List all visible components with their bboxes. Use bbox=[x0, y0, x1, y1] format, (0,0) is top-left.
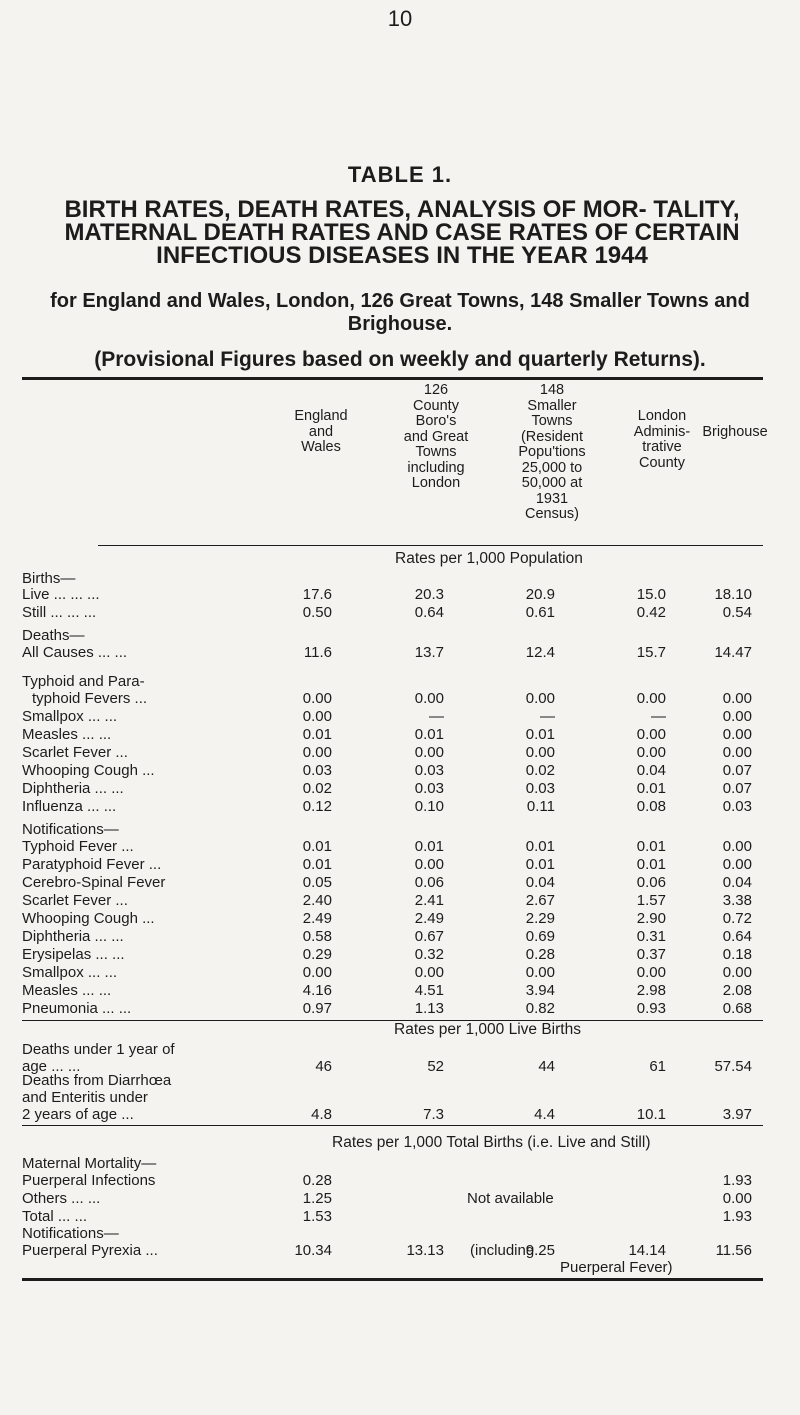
section-label-maternal-notifications: Notifications— bbox=[22, 1225, 119, 1242]
notification-row-value: 0.00 bbox=[722, 856, 752, 873]
infant-row-value: 4.8 bbox=[311, 1106, 332, 1123]
column-header-line: 1931 bbox=[535, 490, 569, 507]
death-row-value: 0.12 bbox=[302, 798, 332, 815]
birth-row-value: 20.3 bbox=[414, 586, 444, 603]
column-header-line: trative bbox=[642, 439, 682, 455]
notification-row-value: 0.28 bbox=[525, 946, 555, 963]
notification-row-value: 0.37 bbox=[636, 946, 666, 963]
death-row-value: 0.00 bbox=[525, 744, 555, 761]
notification-row-value: 2.49 bbox=[302, 910, 332, 927]
death-row-value: 11.6 bbox=[303, 644, 332, 661]
infant-row-value: 10.1 bbox=[636, 1106, 666, 1123]
death-row-value: 0.03 bbox=[414, 762, 444, 779]
infant-row-value: 52 bbox=[427, 1058, 444, 1075]
column-header-line: Towns bbox=[415, 444, 457, 460]
notification-row-value: 0.68 bbox=[722, 1000, 752, 1017]
notification-row-value: 0.58 bbox=[302, 928, 332, 945]
notification-row-value: 0.00 bbox=[414, 964, 444, 981]
pyrexia-row-value: 13.13 bbox=[406, 1242, 444, 1259]
notification-row-label: Erysipelas ... ... bbox=[22, 946, 125, 963]
pyrexia-row-label: Puerperal Pyrexia ... bbox=[22, 1242, 158, 1259]
birth-row-value: 0.42 bbox=[636, 604, 666, 621]
death-row-value: 0.02 bbox=[525, 762, 555, 779]
maternal-row-label: Others ... ... bbox=[22, 1190, 101, 1207]
death-row-label: Scarlet Fever ... bbox=[22, 744, 128, 761]
death-row-label: Typhoid and Para- bbox=[22, 673, 145, 690]
maternal-row-value: 1.25 bbox=[302, 1190, 332, 1207]
death-row-value: 0.04 bbox=[636, 762, 666, 779]
header-rule bbox=[98, 545, 763, 546]
column-header-line: Towns bbox=[531, 413, 573, 429]
birth-row-value: 0.61 bbox=[525, 604, 555, 621]
table-label: TABLE 1. bbox=[347, 162, 453, 187]
notification-row-value: 0.00 bbox=[722, 838, 752, 855]
death-row-value: 0.00 bbox=[722, 744, 752, 761]
notification-row-value: 0.93 bbox=[636, 1000, 666, 1017]
death-row-label: Influenza ... ... bbox=[22, 798, 117, 815]
death-row-label: Whooping Cough ... bbox=[22, 762, 155, 779]
death-row-value: 0.01 bbox=[525, 726, 555, 743]
death-row-value: 0.03 bbox=[302, 762, 332, 779]
top-rule bbox=[22, 377, 763, 380]
death-row-value: 0.11 bbox=[526, 798, 555, 815]
notification-row-value: 2.41 bbox=[414, 892, 444, 909]
notification-row-value: 0.04 bbox=[525, 874, 555, 891]
birth-row-label: Live ... ... ... bbox=[22, 586, 100, 603]
death-row-value: 0.00 bbox=[414, 744, 444, 761]
column-header-line: 50,000 at bbox=[521, 475, 583, 491]
notification-row-value: 0.00 bbox=[636, 964, 666, 981]
notification-row-value: 0.18 bbox=[722, 946, 752, 963]
notification-row-value: 0.05 bbox=[302, 874, 332, 891]
notification-row-value: 0.01 bbox=[636, 856, 666, 873]
column-header-line: 126 bbox=[423, 382, 449, 398]
notifications-rule bbox=[22, 1020, 763, 1021]
death-row-value: 0.01 bbox=[414, 726, 444, 743]
notification-row-value: 0.82 bbox=[525, 1000, 555, 1017]
infant-row-value: 46 bbox=[315, 1058, 332, 1075]
infant-row-value: 7.3 bbox=[423, 1106, 444, 1123]
death-row-value: 0.00 bbox=[525, 690, 555, 707]
column-header-line: Popu'tions bbox=[518, 444, 586, 460]
notification-row-value: 4.16 bbox=[302, 982, 332, 999]
notification-row-value: 0.67 bbox=[414, 928, 444, 945]
pyrexia-row-value: 11.56 bbox=[715, 1242, 752, 1259]
maternal-row-label: Puerperal Infections bbox=[22, 1172, 156, 1189]
notification-row-label: Scarlet Fever ... bbox=[22, 892, 128, 909]
notification-row-value: 0.06 bbox=[636, 874, 666, 891]
birth-row-value: 0.54 bbox=[722, 604, 752, 621]
death-row-value: 0.00 bbox=[722, 690, 752, 707]
notification-row-label: Paratyphoid Fever ... bbox=[22, 856, 162, 873]
column-header-line: and bbox=[308, 423, 334, 440]
notification-row-value: 0.01 bbox=[302, 838, 332, 855]
notification-row-value: 4.51 bbox=[414, 982, 444, 999]
notification-row-value: 0.97 bbox=[302, 1000, 332, 1017]
death-row-value: 0.00 bbox=[722, 726, 752, 743]
provisional-note: (Provisional Figures based on weekly and quarterly Returns). bbox=[94, 348, 706, 371]
column-header-line: 148 bbox=[539, 382, 565, 398]
death-row-label: Measles ... ... bbox=[22, 726, 112, 743]
notification-row-value: 1.57 bbox=[636, 892, 666, 909]
death-row-value: 0.00 bbox=[302, 744, 332, 761]
death-row-value: 0.02 bbox=[302, 780, 332, 797]
pyrexia-note: Puerperal Fever) bbox=[560, 1259, 673, 1276]
notification-row-value: 0.00 bbox=[722, 964, 752, 981]
notification-row-value: 0.32 bbox=[414, 946, 444, 963]
infant-row-value: 4.4 bbox=[534, 1106, 555, 1123]
notification-row-value: 0.01 bbox=[302, 856, 332, 873]
infant-row-value: 44 bbox=[538, 1058, 555, 1075]
notification-row-label: Whooping Cough ... bbox=[22, 910, 155, 927]
notification-row-value: 0.72 bbox=[722, 910, 752, 927]
notification-row-value: 1.13 bbox=[414, 1000, 444, 1017]
notification-row-value: 0.01 bbox=[636, 838, 666, 855]
column-header-line: 25,000 to bbox=[521, 459, 583, 476]
death-row-value: 0.00 bbox=[414, 690, 444, 707]
notification-row-label: Typhoid Fever ... bbox=[22, 838, 134, 855]
notification-row-label: Smallpox ... ... bbox=[22, 964, 118, 981]
notification-row-value: 0.31 bbox=[636, 928, 666, 945]
notification-row-value: 0.00 bbox=[414, 856, 444, 873]
notification-row-value: 3.38 bbox=[722, 892, 752, 909]
section-label-births: Births— bbox=[22, 570, 76, 587]
notification-row-value: 0.00 bbox=[525, 964, 555, 981]
death-row-value: 0.03 bbox=[525, 780, 555, 797]
death-row-value: 0.00 bbox=[302, 708, 332, 725]
notification-row-value: 3.94 bbox=[525, 982, 555, 999]
notification-row-value: 0.69 bbox=[525, 928, 555, 945]
maternal-row-value: 0.00 bbox=[722, 1190, 752, 1207]
notification-row-value: 0.01 bbox=[414, 838, 444, 855]
maternal-row-value: 1.53 bbox=[302, 1208, 332, 1225]
death-row-value: 0.00 bbox=[722, 708, 752, 725]
death-row-label: typhoid Fevers ... bbox=[32, 690, 148, 707]
death-row-value: 0.00 bbox=[636, 726, 666, 743]
death-row-label: All Causes ... ... bbox=[22, 644, 128, 661]
death-row-value: 15.7 bbox=[636, 644, 666, 661]
pyrexia-row-value: 10.34 bbox=[294, 1242, 332, 1259]
notification-row-value: 0.64 bbox=[722, 928, 752, 945]
notification-row-value: 0.04 bbox=[722, 874, 752, 891]
column-header-line: County bbox=[413, 397, 459, 414]
death-row-label: Smallpox ... ... bbox=[22, 708, 118, 725]
infant-row-label: Deaths under 1 year of bbox=[22, 1041, 175, 1058]
section-label-maternal: Maternal Mortality— bbox=[22, 1155, 157, 1172]
table-heading: BIRTH RATES, DEATH RATES, ANALYSIS OF MOR- TALITY, MATERNAL DEATH RATES AND CASE RATES OF CERTAIN INFECTIOUS DISEASES IN THE YEAR 1944 bbox=[64, 196, 740, 269]
death-row-value: 0.01 bbox=[302, 726, 332, 743]
rates-banner: Rates per 1,000 Live Births bbox=[394, 1021, 581, 1038]
column-header-line: Wales bbox=[301, 439, 341, 455]
birth-row-value: 0.64 bbox=[414, 604, 444, 621]
column-header-line: (Resident bbox=[520, 428, 584, 445]
notification-row-value: 0.29 bbox=[302, 946, 332, 963]
notification-row-value: 2.49 bbox=[414, 910, 444, 927]
death-row-label: Diphtheria ... ... bbox=[22, 780, 124, 797]
pyrexia-row-value: 9.25 bbox=[525, 1242, 555, 1259]
death-row-value: 0.10 bbox=[414, 798, 444, 815]
not-available-label: Not available bbox=[467, 1190, 554, 1207]
column-header-line: London bbox=[637, 408, 687, 424]
notification-row-value: 0.01 bbox=[525, 838, 555, 855]
infant-row-value: 3.97 bbox=[722, 1106, 752, 1123]
birth-row-value: 18.10 bbox=[714, 586, 752, 603]
notification-row-value: 2.29 bbox=[525, 910, 555, 927]
notification-row-value: 0.06 bbox=[414, 874, 444, 891]
death-row-value: 0.08 bbox=[636, 798, 666, 815]
notification-row-value: 2.08 bbox=[722, 982, 752, 999]
rates-banner: Rates per 1,000 Population bbox=[395, 550, 583, 567]
notification-row-label: Diphtheria ... ... bbox=[22, 928, 124, 945]
column-header-line: Adminis- bbox=[633, 423, 691, 440]
column-header-line: Census) bbox=[525, 506, 579, 522]
maternal-row-value: 1.93 bbox=[722, 1208, 752, 1225]
column-header-line: Smaller bbox=[527, 397, 577, 414]
birth-row-value: 0.50 bbox=[302, 604, 332, 621]
infant-row-label: age ... ... bbox=[22, 1058, 81, 1075]
notification-row-value: 0.01 bbox=[525, 856, 555, 873]
death-row-value: 14.47 bbox=[714, 644, 752, 661]
death-row-value: 0.00 bbox=[302, 690, 332, 707]
table-subheading: for England and Wales, London, 126 Great Towns, 148 Smaller Towns and Brighouse. bbox=[50, 290, 750, 335]
notification-row-label: Pneumonia ... ... bbox=[22, 1000, 132, 1017]
infant-row-value: 61 bbox=[649, 1058, 666, 1075]
death-row-value: 0.07 bbox=[722, 780, 752, 797]
birth-row-value: 17.6 bbox=[302, 586, 332, 603]
death-row-value: — bbox=[429, 708, 444, 725]
maternal-row-value: 1.93 bbox=[722, 1172, 752, 1189]
rates-banner: Rates per 1,000 Total Births (i.e. Live and Still) bbox=[332, 1134, 651, 1151]
death-row-value: 13.7 bbox=[414, 644, 444, 661]
column-header-line: County bbox=[639, 454, 685, 471]
death-row-value: — bbox=[540, 708, 555, 725]
notification-row-label: Cerebro-Spinal Fever bbox=[22, 874, 166, 891]
notification-row-value: 0.00 bbox=[302, 964, 332, 981]
column-header-line: including bbox=[407, 459, 465, 476]
pyrexia-note: (including bbox=[470, 1242, 535, 1259]
notification-row-label: Measles ... ... bbox=[22, 982, 112, 999]
pyrexia-row-value: 14.14 bbox=[628, 1242, 666, 1259]
death-row-value: 12.4 bbox=[525, 644, 555, 661]
death-row-value: 0.01 bbox=[636, 780, 666, 797]
infant-row-label: Deaths from Diarrhœa bbox=[22, 1072, 172, 1089]
infant-row-value: 57.54 bbox=[714, 1058, 752, 1075]
column-header-line: London bbox=[411, 475, 461, 491]
column-header-line: England bbox=[294, 408, 348, 424]
notification-row-value: 2.90 bbox=[636, 910, 666, 927]
notification-row-value: 2.67 bbox=[525, 892, 555, 909]
notification-row-value: 2.98 bbox=[636, 982, 666, 999]
section-label-notifications: Notifications— bbox=[22, 821, 119, 838]
notification-row-value: 2.40 bbox=[302, 892, 332, 909]
death-row-value: 0.00 bbox=[636, 690, 666, 707]
column-header-line: Boro's bbox=[415, 413, 457, 429]
birth-row-value: 20.9 bbox=[525, 586, 555, 603]
infant-row-label: 2 years of age ... bbox=[22, 1106, 134, 1123]
bottom-rule bbox=[22, 1278, 763, 1281]
death-row-value: — bbox=[651, 708, 666, 725]
birth-row-value: 15.0 bbox=[636, 586, 666, 603]
death-row-value: 0.07 bbox=[722, 762, 752, 779]
maternal-row-label: Total ... ... bbox=[22, 1208, 88, 1225]
infant-rule bbox=[22, 1125, 763, 1126]
birth-row-label: Still ... ... ... bbox=[22, 604, 97, 621]
death-row-value: 0.00 bbox=[636, 744, 666, 761]
death-row-value: 0.03 bbox=[722, 798, 752, 815]
infant-row-label: and Enteritis under bbox=[22, 1089, 148, 1106]
death-row-value: 0.03 bbox=[414, 780, 444, 797]
column-header-line: and Great bbox=[403, 428, 469, 445]
maternal-row-value: 0.28 bbox=[302, 1172, 332, 1189]
section-label-deaths: Deaths— bbox=[22, 627, 85, 644]
column-header-line: Brighouse bbox=[702, 424, 768, 440]
page-number: 10 bbox=[387, 6, 413, 31]
